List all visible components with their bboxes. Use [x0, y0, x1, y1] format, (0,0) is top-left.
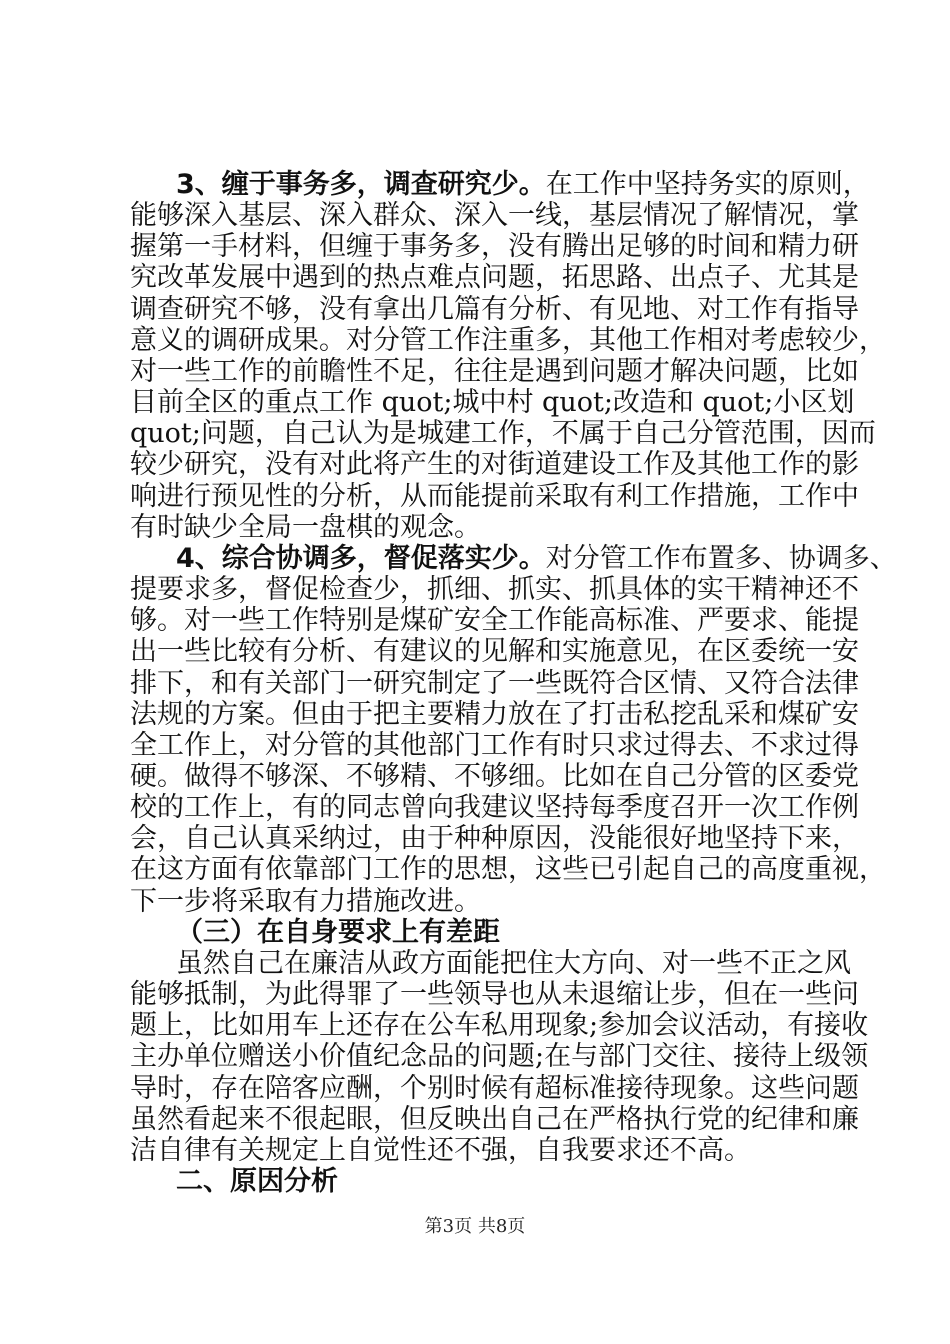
- paragraph-5-line-5: 导时，存在陪客应酬，个别时候有超标准接待现象。这些问题: [130, 1073, 859, 1104]
- paragraph-4-line-2: 提要求多，督促检查少，抓细、抓实、抓具体的实干精神还不: [130, 574, 859, 605]
- paragraph-4-line-7: 全工作上，对分管的其他部门工作有时只求过得去、不求过得: [130, 730, 859, 761]
- page-footer: 第3页 共8页: [424, 1216, 526, 1237]
- paragraph-3-line-3: 握第一手材料，但缠于事务多，没有腾出足够的时间和精力研: [130, 231, 859, 262]
- paragraph-5-line-7: 洁自律有关规定上自觉性还不强，自我要求还不高。: [130, 1135, 751, 1166]
- paragraph-3-line-1: [176, 168, 870, 202]
- section-3-heading: （三）在自身要求上有差距: [176, 917, 500, 948]
- paragraph-4-line-6: 法规的方案。但由于把主要精力放在了打击私挖乱采和煤矿安: [130, 699, 859, 730]
- paragraph-4-line-4: 出一些比较有分析、有建议的见解和实施意见，在区委统一安: [130, 636, 859, 667]
- paragraph-3-line-2: 能够深入基层、深入群众、深入一线，基层情况了解情况，掌: [130, 200, 859, 231]
- paragraph-5-line-4: 主办单位赠送小价值纪念品的问题;在与部门交往、接待上级领: [130, 1041, 869, 1072]
- paragraph-4-line-3: 够。对一些工作特别是煤矿安全工作能高标准、严要求、能提: [130, 605, 859, 636]
- paragraph-5-line-6: 虽然看起来不很起眼，但反映出自己在严格执行党的纪律和廉: [130, 1104, 859, 1135]
- paragraph-5-line-3: 题上，比如用车上还存在公车私用现象;参加会议活动，有接收: [130, 1010, 869, 1041]
- paragraph-4-line-8: 硬。做得不够深、不够精、不够细。比如在自己分管的区委党: [130, 761, 859, 792]
- paragraph-4-heading: 4、综合协调多，督促落实少。: [176, 543, 546, 574]
- paragraph-3-text: 在工作中坚持务实的原则，: [545, 169, 870, 200]
- paragraph-3-heading: 3、缠于事务多，调查研究少。: [176, 169, 546, 200]
- paragraph-3-line-8: 目前全区的重点工作 quot;城中村 quot;改造和 quot;小区划: [130, 387, 855, 418]
- paragraph-4-line-11: 在这方面有依靠部门工作的思想，这些已引起自己的高度重视，: [130, 854, 886, 885]
- paragraph-4-text: 对分管工作布置多、协调多、: [545, 543, 897, 574]
- paragraph-3-line-12: 有时缺少全局一盘棋的观念。: [130, 512, 481, 543]
- paragraph-3-line-9: quot;问题，自己认为是城建工作，不属于自己分管范围，因而: [130, 418, 876, 449]
- paragraph-4-line-9: 校的工作上，有的同志曾向我建议坚持每季度召开一次工作例: [130, 792, 859, 823]
- paragraph-3-line-6: 意义的调研成果。对分管工作注重多，其他工作相对考虑较少，: [130, 325, 886, 356]
- section-2-heading: 二、原因分析: [176, 1166, 338, 1197]
- paragraph-4-line-12: 下一步将采取有力措施改进。: [130, 886, 481, 917]
- paragraph-3-line-11: 响进行预见性的分析，从而能提前采取有利工作措施，工作中: [130, 481, 859, 512]
- paragraph-4-line-5: 排下，和有关部门一研究制定了一些既符合区情、又符合法律: [130, 668, 859, 699]
- paragraph-5-line-2: 能够抵制，为此得罪了一些领导也从未退缩让步，但在一些问: [130, 979, 859, 1010]
- paragraph-3-line-7: 对一些工作的前瞻性不足，往往是遇到问题才解决问题，比如: [130, 356, 859, 387]
- paragraph-3-line-4: 究改革发展中遇到的热点难点问题，拓思路、出点子、尤其是: [130, 262, 859, 293]
- paragraph-5-line-1: 虽然自己在廉洁从政方面能把住大方向、对一些不正之风: [176, 948, 851, 979]
- paragraph-4-line-1: [176, 542, 897, 576]
- paragraph-3-line-5: 调查研究不够，没有拿出几篇有分析、有见地、对工作有指导: [130, 294, 859, 325]
- paragraph-3-line-10: 较少研究，没有对此将产生的对街道建设工作及其他工作的影: [130, 449, 859, 480]
- paragraph-4-line-10: 会，自己认真采纳过，由于种种原因，没能很好地坚持下来，: [130, 823, 859, 854]
